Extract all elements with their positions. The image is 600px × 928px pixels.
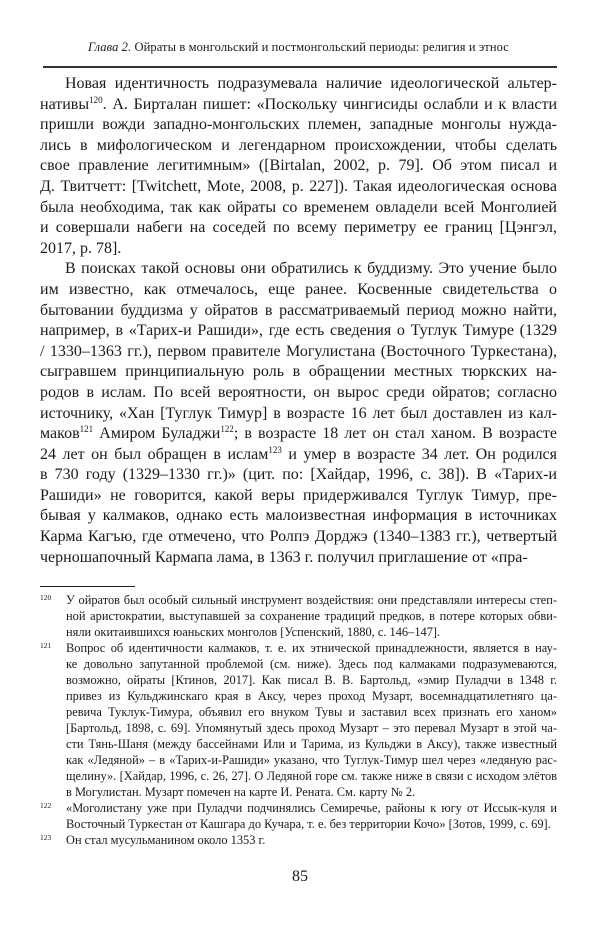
footnote-number: 123 [40,833,52,842]
text-line: свое правление легитимным» ([Birtalan, 2002, p. 79]. Об этом писал и [40,157,557,175]
text-segment: маков [40,425,80,443]
text-line: и совершали набеги на соседей по всему периметру ее границ [Цэнгэл, [40,219,557,237]
text-segment: . А. Бирталан пишет: «Поскольку чингисиды ослабли и к власти [102,95,557,113]
footnote-line: ной аристократии, выступавшей за сохранение традиций предков, в потере которых обви- [66,609,557,623]
footnote-line: Восточный Туркестан от Кашгара до Кучара, т. е. без территории Кочо» [Зотов, 1999, с. 69]. [66,817,551,831]
text-line [40,445,557,466]
footnote [40,592,557,640]
chapter-label: Глава 2. [88,40,132,54]
footnote-number: 122 [40,801,52,810]
footnote-line: «Моголистану уже при Пуладчи подчинялись Семиречье, районы к югу от Иссык-куля и [66,801,557,815]
text-line: бывая у калмаков, однако есть малоизвестная информация в источниках [40,507,557,525]
text-segment: 24 лет он был обращен в ислам [40,445,269,463]
footnote-separator [40,586,135,587]
text-line: пришли вожди западно-монгольских племен, западные монголы нужда- [40,116,557,134]
header-rule [43,66,557,68]
footnote-line: в Могулистан. Музарт помечен на карте И. Рената. См. карту № 2. [66,785,416,799]
text-line: родов в ислам. По всей вероятности, он вырос среди ойратов; согласно [40,383,557,401]
paragraph [40,259,557,568]
footnote [40,640,557,800]
footnote-line: ревича Туклук-Тимура, объявил его внуком Тувы и заставил всех признать его ханом» [66,705,557,719]
text-line: Карма Кагъю, где отмечено, что Ролпэ Дорджэ (1340–1383 гг.), четвертый [40,528,557,546]
footnote-ref: 122 [220,424,234,435]
footnote-line: привез из Кульджинскаго края в Аксу, через проход Музарт, восемнадцатилетняго ца- [66,689,557,703]
text-line: например, в «Тарих-и Рашиди», где есть сведения о Туглук Тимуре (1329 [40,322,557,340]
footnote-line: возможно, ойраты [Ктинов, 2017]. Как писал В. В. Бартольд, «эмир Пуладчи в 1348 г. [66,673,557,687]
footnote-ref: 121 [79,424,94,435]
footnote-ref: 123 [268,444,282,455]
footnote-line: как «Ледяной» – в «Тарих-и-Рашиди» указано, что Туглук-Тимур шел через «ледяную рас- [66,753,557,767]
text-line: Д. Твитчетт: [Twitchett, Mote, 2008, p. 227]). Такая идеологическая основа [40,177,557,195]
footnote-line: няли окитаившихся юаньских монголов [Успенский, 1880, с. 146–147]. [66,625,441,639]
text-line: сыгравшем принципиальную роль в обращении местных тюркских на- [40,363,557,381]
body-text [40,74,557,568]
running-header [40,40,557,55]
footnote-line: У ойратов был особый сильный инструмент воздействия: они представляли интересы степ- [66,593,557,607]
footnote-line: сти Тянь-Шаня (между бассейнами Или и Тарима, из Кульджи в Аксу), также известный [66,737,557,751]
text-line: В поисках такой основы они обратились к буддизму. Это учение было [65,260,557,278]
text-segment: ; в возрасте 18 лет он стал ханом. В возрасте [233,425,557,443]
text-segment: нативы [40,95,90,113]
text-line: в 730 году (1329–1330 гг.)» (цит. по: [Хайдар, 1996, с. 38]). В «Тарих-и [40,466,557,484]
footnote-number: 120 [40,593,52,602]
text-line: источнику, «Хан [Туглук Тимур] в возрасте 16 лет был доставлен из кал- [40,404,557,422]
footnotes [40,592,557,848]
text-line: Новая идентичность подразумевала наличие идеологической альтер- [65,75,557,92]
paragraph [40,74,557,259]
text-line: 2017, p. 78]. [40,239,122,257]
footnote-line: [Бартольд, 1898, с. 69]. Упомянутый здесь проход Музарт – это перевал Музарт в этой ча- [66,721,557,735]
text-line: была необходима, так как ойраты со временем овладели всей Монголией [40,198,557,216]
text-line: лись в мифологическом и легендарном происхождении, чтобы сделать [40,136,557,154]
text-line [40,424,557,445]
text-segment: и умер в возрасте 34 лет. Он родился [281,445,558,463]
footnote-line: Он стал мусульманином около 1353 г. [66,833,266,847]
text-segment: Амиром Буладжи [93,425,221,443]
text-line [40,95,557,116]
footnote-line: щелину». [Хайдар, 1996, с. 26, 27]. О Ледяной горе см. также ниже в связи с исходом элётов [66,769,557,783]
footnote [40,800,557,832]
text-line: / 1330–1363 гг.), первом правителе Могулистана (Восточного Туркестана), [40,342,557,360]
text-line: черношапочный Кармапа лама, в 1363 г. получил приглашение от «пра- [40,548,528,566]
footnote-line: Вопрос об идентичности калмаков, т. е. их этнической принадлежности, является в нау- [66,641,557,655]
footnote-line: ке довольно запутанной проблемой (см. ниже). Здесь под калмаками подразумеваются, [66,657,557,671]
footnote-number: 121 [40,641,52,650]
footnote [40,832,557,848]
text-line: бытовании буддизма у ойратов в рассматриваемый период можно найти, [40,301,557,319]
text-line: Рашиди» не говорится, какой веры придерживался Туглук Тимур, пре- [40,486,557,504]
chapter-title: Ойраты в монгольский и постмонгольский периоды: религия и этнос [134,40,509,54]
footnote-ref: 120 [89,94,103,105]
text-line: им известно, как отмечалось, еще ранее. Косвенные свидетельства о [40,280,557,298]
page-number: 85 [292,868,308,885]
